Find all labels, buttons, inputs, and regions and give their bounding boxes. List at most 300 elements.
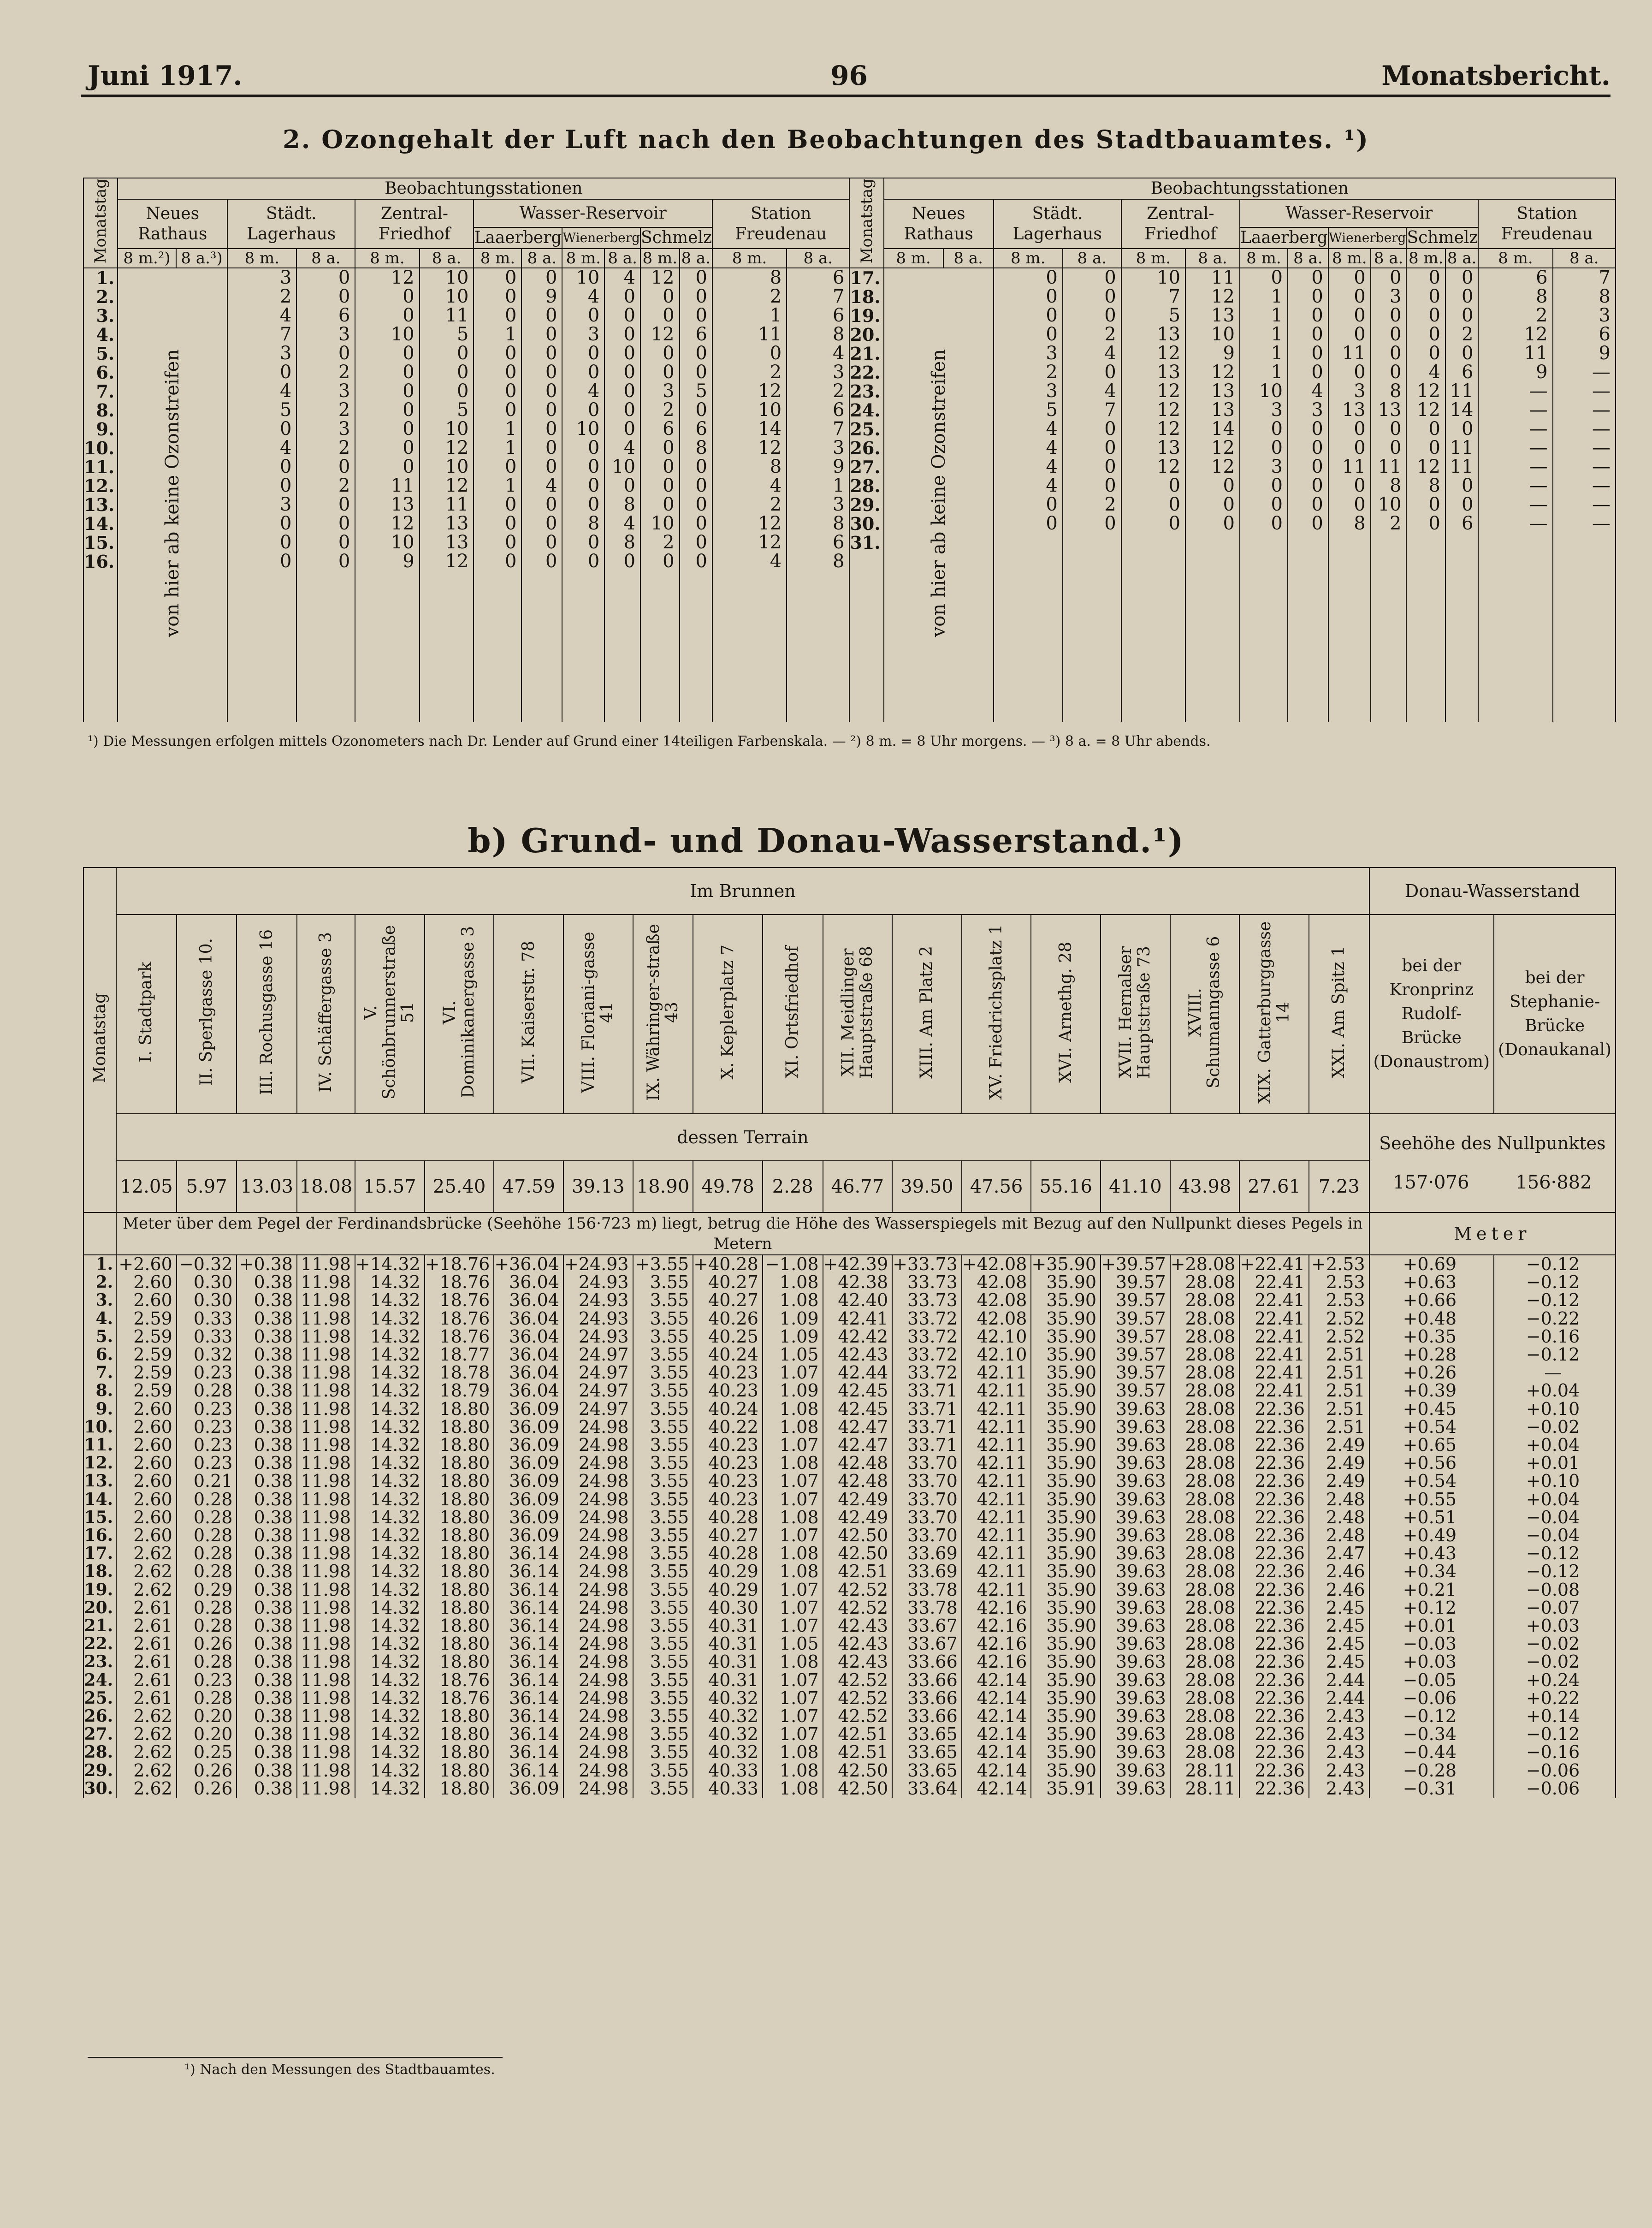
- well-level: 28.08: [1185, 1471, 1236, 1491]
- well-level: 42.11: [977, 1561, 1027, 1582]
- well-level: 36.09: [509, 1453, 559, 1473]
- ozone-day: 31.: [850, 532, 881, 553]
- well-level: 2.43: [1326, 1724, 1365, 1745]
- well-level: 40.22: [708, 1416, 758, 1437]
- ozone-value: 0: [1354, 362, 1366, 383]
- well-level: 22.36: [1255, 1670, 1305, 1690]
- well-header: [1170, 915, 1240, 1114]
- ozone-value: 12: [1211, 437, 1235, 459]
- well-level: 18.80: [439, 1489, 490, 1509]
- well-level: 42.41: [838, 1308, 888, 1329]
- well-level: 0.20: [193, 1724, 233, 1745]
- danube-level: +0.22: [1526, 1687, 1580, 1708]
- ozone-value: 10: [445, 418, 469, 440]
- ozone-value: 0: [1311, 362, 1323, 383]
- well-level: 28.11: [1185, 1760, 1236, 1781]
- danube-level: +0.65: [1403, 1435, 1457, 1456]
- ozone-value: 0: [505, 532, 517, 553]
- well-level: 22.36: [1255, 1489, 1305, 1509]
- well-level: 42.51: [838, 1742, 888, 1763]
- well-level: 0.23: [193, 1416, 233, 1437]
- danube-level: +0.03: [1403, 1652, 1457, 1672]
- ozone-day: 13.: [84, 494, 115, 516]
- well-terrain-elevation: 27.61: [1239, 1161, 1309, 1212]
- well-level: 3.55: [650, 1634, 689, 1654]
- well-level: 0.38: [254, 1326, 293, 1347]
- well-level: 35.90: [1046, 1543, 1097, 1564]
- well-level: 0.38: [254, 1272, 293, 1293]
- ozone-value: —: [1529, 380, 1548, 402]
- well-level: 2.59: [133, 1344, 172, 1365]
- well-level-column: [823, 1255, 893, 1798]
- well-level: 24.97: [578, 1362, 629, 1383]
- well-level: 3.55: [650, 1308, 689, 1329]
- well-level: 39.63: [1115, 1634, 1166, 1654]
- ozone-value: 8: [1354, 513, 1366, 535]
- well-level: 0.33: [193, 1308, 233, 1329]
- ozone-value: 0: [505, 305, 517, 327]
- well-level: 1.07: [779, 1706, 819, 1727]
- ozone-value: 4: [770, 475, 782, 497]
- well-name: XV. Friedrichsplatz 1: [987, 924, 1006, 1100]
- well-level: +42.08: [962, 1254, 1027, 1274]
- well-level: 2.61: [133, 1616, 172, 1636]
- sub-morning: 8 m.: [562, 249, 604, 268]
- well-level: 18.78: [439, 1362, 490, 1383]
- ozone-value: 12: [391, 513, 414, 535]
- ozone-value: 0: [279, 475, 292, 497]
- well-level: 24.98: [578, 1525, 629, 1546]
- well-level: 28.08: [1185, 1616, 1236, 1636]
- danube-level: −0.05: [1403, 1670, 1457, 1690]
- sub-evening: 8 a.³): [176, 249, 227, 268]
- well-level: 36.14: [509, 1742, 559, 1763]
- well-level: 42.49: [838, 1507, 888, 1527]
- well-level: 24.98: [578, 1435, 629, 1456]
- well-name: I. Stadtpark: [136, 962, 156, 1063]
- well-level: 24.98: [578, 1742, 629, 1763]
- ozone-day: 23.: [850, 381, 881, 402]
- ozone-value: [1240, 533, 1283, 552]
- danube-level: −0.12: [1526, 1543, 1580, 1564]
- well-level: 14.32: [370, 1525, 420, 1546]
- well-level: 36.09: [509, 1489, 559, 1509]
- well-level: 42.11: [977, 1543, 1027, 1564]
- ozone-value: 4: [623, 513, 636, 535]
- ozone-value: 6: [1461, 362, 1474, 383]
- well-level: 35.90: [1046, 1742, 1097, 1763]
- ozone-value: 0: [695, 513, 707, 535]
- ozone-value: 0: [1428, 418, 1440, 440]
- well-level: 18.80: [439, 1778, 490, 1799]
- well-level: 42.16: [977, 1634, 1027, 1654]
- well-level: 39.57: [1115, 1344, 1166, 1365]
- well-level: 28.08: [1185, 1453, 1236, 1473]
- well-level: 35.90: [1046, 1687, 1097, 1708]
- well-level: 40.32: [708, 1724, 758, 1745]
- well-level: 40.27: [708, 1290, 758, 1311]
- well-level: 11.98: [301, 1272, 351, 1293]
- ozone-value: 0: [1390, 305, 1402, 327]
- ozone-value: 12: [1417, 380, 1440, 402]
- ozone-value: 0: [663, 305, 675, 327]
- ozone-group-header-left: Beobachtungsstationen: [118, 178, 849, 199]
- well-level: 22.36: [1255, 1398, 1305, 1419]
- ozone-value: 0: [587, 456, 600, 478]
- well-level: 40.29: [708, 1561, 758, 1582]
- well-name: III. Rochusgasse 16: [257, 929, 276, 1095]
- ozone-value: 0: [403, 437, 414, 459]
- ozone-value: 0: [403, 418, 414, 440]
- well-level: 42.43: [838, 1616, 888, 1636]
- well-name: XIII. Am Platz 2: [917, 945, 936, 1079]
- well-level: 0.28: [193, 1543, 233, 1564]
- sub-morning: 8 m.: [1478, 249, 1552, 268]
- ozone-value: 8: [1390, 380, 1402, 402]
- well-level: +0.38: [239, 1254, 293, 1274]
- well-level: 24.97: [578, 1398, 629, 1419]
- well-level: 0.38: [254, 1362, 293, 1383]
- ozone-value: 0: [505, 456, 517, 478]
- ozone-value-column: [1240, 268, 1288, 722]
- well-header: [763, 915, 823, 1114]
- ozone-value: 11: [445, 305, 469, 327]
- well-level: +22.41: [1240, 1254, 1305, 1274]
- ozone-value: 0: [505, 362, 517, 383]
- well-level: 35.90: [1046, 1579, 1097, 1600]
- danube-level: −0.12: [1403, 1706, 1457, 1727]
- danube-level: +0.43: [1403, 1543, 1457, 1564]
- ozone-value: 0: [770, 343, 782, 364]
- ozone-value: 0: [663, 494, 675, 516]
- ozone-value: 0: [587, 343, 600, 364]
- well-level: 33.78: [907, 1579, 958, 1600]
- well-level: 40.30: [708, 1597, 758, 1618]
- ozone-value: 11: [1450, 437, 1474, 459]
- well-level: 40.23: [708, 1362, 758, 1383]
- ozone-value: 0: [1390, 362, 1402, 383]
- sub-morning: 8 m.: [227, 249, 296, 268]
- ozone-day: 9.: [96, 419, 115, 440]
- gw-terrain-label: dessen Terrain: [116, 1114, 1369, 1161]
- danube-level: +0.49: [1403, 1525, 1457, 1546]
- ozone-value: 0: [1104, 475, 1116, 497]
- ozone-day: 15.: [84, 532, 115, 553]
- header-publication: Monatsbericht.: [1381, 60, 1611, 91]
- well-terrain-elevation: 55.16: [1031, 1161, 1101, 1212]
- ozone-value: 0: [1271, 494, 1283, 516]
- well-level: 42.51: [838, 1724, 888, 1745]
- ozone-value: 8: [1428, 475, 1440, 497]
- well-level: 18.80: [439, 1416, 490, 1437]
- ozone-day: 11.: [84, 457, 115, 478]
- well-level: 42.14: [977, 1742, 1027, 1763]
- well-level: 35.90: [1046, 1561, 1097, 1582]
- ozone-value: 12: [758, 380, 782, 402]
- well-terrain-elevation: 41.10: [1101, 1161, 1170, 1212]
- well-level: 22.36: [1255, 1760, 1305, 1781]
- well-level: 42.14: [977, 1760, 1027, 1781]
- gw-day: 9.: [95, 1399, 113, 1419]
- well-level: 14.32: [370, 1435, 420, 1456]
- well-level-column: [962, 1255, 1031, 1798]
- well-level-column: [763, 1255, 823, 1798]
- well-level: 40.28: [708, 1507, 758, 1527]
- well-level: 28.08: [1185, 1543, 1236, 1564]
- well-level: 2.61: [133, 1687, 172, 1708]
- ozone-day: 26.: [850, 438, 881, 459]
- ozone-value: 0: [1428, 343, 1440, 364]
- well-level: 33.73: [907, 1290, 958, 1311]
- ozone-value: 5: [279, 399, 292, 421]
- ozone-value: 5: [1046, 399, 1058, 421]
- ozone-value: 10: [1157, 267, 1181, 289]
- well-level: 0.23: [193, 1453, 233, 1473]
- well-level: 0.28: [193, 1525, 233, 1546]
- sub-morning: 8 m.: [1121, 249, 1185, 268]
- well-level: 11.98: [301, 1579, 351, 1600]
- sub-evening: 8 a.: [1371, 249, 1407, 268]
- station-neues-rathaus: Neues Rathaus: [884, 199, 994, 249]
- ozone-value: 0: [545, 437, 557, 459]
- well-level: 40.33: [708, 1778, 758, 1799]
- sub-evening: 8 a.: [787, 249, 849, 268]
- well-level: 1.07: [779, 1471, 819, 1491]
- well-header: [1101, 915, 1170, 1114]
- ozone-value: 0: [1104, 456, 1116, 478]
- well-name: XVI. Arnethg. 28: [1056, 941, 1075, 1083]
- well-level: 22.41: [1255, 1344, 1305, 1365]
- sub-morning: 8 m.: [1406, 249, 1445, 268]
- ozone-value: 0: [587, 362, 600, 383]
- ozone-value: 0: [623, 380, 636, 402]
- well-level: 24.93: [578, 1326, 629, 1347]
- station-schmelz: Schmelz: [1406, 227, 1478, 249]
- well-level: 18.76: [439, 1326, 490, 1347]
- ozone-value: 0: [663, 343, 675, 364]
- ozone-value: 0: [1168, 475, 1181, 497]
- ozone-value: 0: [338, 551, 350, 572]
- ozone-value: 0: [663, 456, 675, 478]
- well-level: 2.60: [133, 1507, 172, 1527]
- well-level: 1.05: [779, 1344, 819, 1365]
- well-level: 18.80: [439, 1760, 490, 1781]
- ozone-value: —: [1529, 437, 1548, 459]
- well-level: 14.32: [370, 1290, 420, 1311]
- ozone-value: 6: [1461, 513, 1474, 535]
- ozone-value: 0: [1428, 286, 1440, 308]
- sub-evening: 8 a.: [296, 249, 355, 268]
- well-level: 28.08: [1185, 1344, 1236, 1365]
- ozone-value: 2: [770, 362, 782, 383]
- danube-level: +0.26: [1403, 1362, 1457, 1383]
- ozone-value: 3: [832, 494, 845, 516]
- well-level: 40.23: [708, 1471, 758, 1491]
- well-level: 42.48: [838, 1453, 888, 1473]
- well-level: 2.59: [133, 1308, 172, 1329]
- ozone-value: 0: [695, 475, 707, 497]
- ozone-value-column: [994, 268, 1063, 722]
- well-level: 36.04: [509, 1326, 559, 1347]
- ozone-value: 0: [403, 456, 414, 478]
- gw-day: 20.: [84, 1598, 113, 1617]
- well-level: 0.20: [193, 1706, 233, 1727]
- well-level: 3.55: [650, 1525, 689, 1546]
- station-lagerhaus: Städt. Lagerhaus: [994, 199, 1121, 249]
- well-level: 14.32: [370, 1561, 420, 1582]
- well-level: 35.90: [1046, 1670, 1097, 1690]
- ozone-value-column: [562, 268, 604, 722]
- danube-level: +0.54: [1403, 1416, 1457, 1437]
- ozone-value: [1288, 533, 1323, 552]
- well-level: 2.61: [133, 1670, 172, 1690]
- well-level: 36.14: [509, 1670, 559, 1690]
- well-level: 2.62: [133, 1561, 172, 1582]
- sub-morning: 8 m.: [712, 249, 787, 268]
- ozone-value: 7: [1104, 399, 1116, 421]
- gw-meter-label: Meter: [1369, 1212, 1616, 1255]
- ozone-value: 2: [338, 437, 350, 459]
- ozone-value: 3: [1354, 380, 1366, 402]
- well-level: 22.36: [1255, 1634, 1305, 1654]
- ozone-value: 0: [1428, 267, 1440, 289]
- ozone-day: 4.: [96, 324, 115, 345]
- sub-evening: 8 a.: [604, 249, 640, 268]
- gw-day: 10.: [84, 1417, 113, 1437]
- well-level: 33.65: [907, 1760, 958, 1781]
- well-level: 2.59: [133, 1326, 172, 1347]
- well-level: 18.80: [439, 1634, 490, 1654]
- ozone-value: 12: [1157, 380, 1181, 402]
- well-name: II. Sperlgasse 10.: [197, 938, 216, 1086]
- ozone-value: 0: [623, 475, 636, 497]
- well-level: 42.08: [977, 1290, 1027, 1311]
- well-level: 42.10: [977, 1326, 1027, 1347]
- well-level: 22.41: [1255, 1362, 1305, 1383]
- ozone-value: 11: [1524, 343, 1548, 364]
- well-level: 24.98: [578, 1634, 629, 1654]
- well-level: 40.27: [708, 1525, 758, 1546]
- well-level: 14.32: [370, 1416, 420, 1437]
- well-level: 22.36: [1255, 1543, 1305, 1564]
- well-level: 18.76: [439, 1290, 490, 1311]
- well-level-column: [892, 1255, 962, 1798]
- well-level: 14.32: [370, 1760, 420, 1781]
- gw-meter-note: Meter über dem Pegel der Ferdinandsbrücke (Seehöhe 156·723 m) liegt, betrug die Höhe des Wasserspiegels mit Bezug auf den Nullpunkt dieses Pegels in Metern: [116, 1212, 1369, 1255]
- station-schmelz: Schmelz: [640, 227, 712, 249]
- well-level: 1.08: [779, 1416, 819, 1437]
- well-level: 40.31: [708, 1616, 758, 1636]
- well-name: XII. Meidlinger Hauptstraße 68: [838, 945, 876, 1079]
- ozone-value: 4: [1046, 475, 1058, 497]
- danube-level: +0.14: [1526, 1706, 1580, 1727]
- well-level: 42.11: [977, 1435, 1027, 1456]
- well-level: 11.98: [301, 1362, 351, 1383]
- ozone-value: 0: [545, 343, 557, 364]
- ozone-value: 2: [1461, 324, 1474, 345]
- ozone-value: 6: [832, 399, 845, 421]
- well-level: 2.43: [1326, 1706, 1365, 1727]
- danube-level: −0.31: [1403, 1778, 1457, 1799]
- ozone-value: [1063, 533, 1116, 552]
- well-level: 0.23: [193, 1362, 233, 1383]
- ozone-value: 10: [612, 456, 636, 478]
- ozone-value: 4: [1046, 418, 1058, 440]
- gw-day: 8.: [95, 1381, 113, 1401]
- ozone-value: 3: [663, 380, 675, 402]
- ozone-day: 28.: [850, 475, 881, 497]
- well-level: 2.60: [133, 1290, 172, 1311]
- well-level: 36.09: [509, 1778, 559, 1799]
- well-level: 36.09: [509, 1525, 559, 1546]
- well-level: 0.38: [254, 1416, 293, 1437]
- well-level: 39.63: [1115, 1435, 1166, 1456]
- well-level: 3.55: [650, 1742, 689, 1763]
- well-level: 3.55: [650, 1543, 689, 1564]
- well-terrain-elevation: 15.57: [355, 1161, 425, 1212]
- ozone-value: 13: [1157, 362, 1181, 383]
- sub-morning: 8 m.: [994, 249, 1063, 268]
- ozone-value: 10: [758, 399, 782, 421]
- well-name: XI. Ortsfriedhof: [783, 946, 802, 1078]
- ozone-value: 1: [1271, 324, 1283, 345]
- well-level: 42.10: [977, 1344, 1027, 1365]
- well-level: 36.09: [509, 1398, 559, 1419]
- gw-day: 22.: [84, 1634, 113, 1654]
- ozone-value: 0: [1046, 513, 1058, 535]
- well-level: 24.98: [578, 1597, 629, 1618]
- well-level: 39.57: [1115, 1380, 1166, 1401]
- well-level: 0.38: [254, 1380, 293, 1401]
- well-level: 14.32: [370, 1634, 420, 1654]
- well-level: 33.72: [907, 1326, 958, 1347]
- ozone-value: 7: [832, 418, 845, 440]
- well-header: [494, 915, 563, 1114]
- well-level: 2.43: [1326, 1760, 1365, 1781]
- well-level: 35.90: [1046, 1634, 1097, 1654]
- well-level: 0.38: [254, 1489, 293, 1509]
- well-level: 39.57: [1115, 1326, 1166, 1347]
- ozone-value: 2: [1536, 305, 1548, 327]
- well-level: 22.36: [1255, 1525, 1305, 1546]
- well-level: 2.51: [1326, 1380, 1365, 1401]
- ozone-value: 4: [279, 380, 292, 402]
- well-level: 35.90: [1046, 1326, 1097, 1347]
- gw-wells-header: Im Brunnen: [116, 867, 1369, 915]
- ozone-day-header-right: Monatstag: [849, 178, 883, 268]
- ozone-value: 7: [279, 324, 292, 345]
- well-level: 39.63: [1115, 1398, 1166, 1419]
- ozone-value: 0: [1461, 267, 1474, 289]
- danube-level: −0.34: [1403, 1724, 1457, 1745]
- ozone-value: 0: [1311, 418, 1323, 440]
- ozone-value: 6: [695, 324, 707, 345]
- danube-elevations: [1370, 1172, 1615, 1193]
- well-level: 33.72: [907, 1344, 958, 1365]
- well-level: 11.98: [301, 1344, 351, 1365]
- gw-danube-header: Donau-Wasserstand: [1369, 867, 1616, 915]
- reservoir-header: Wasser-Reservoir: [1240, 199, 1479, 227]
- ozone-day: 17.: [850, 267, 881, 289]
- well-level: 42.45: [838, 1398, 888, 1419]
- well-level: 28.08: [1185, 1398, 1236, 1419]
- ozone-value: 12: [1211, 286, 1235, 308]
- well-level: 35.90: [1046, 1471, 1097, 1491]
- ozone-data-row: [83, 268, 1616, 722]
- well-level: 24.98: [578, 1616, 629, 1636]
- sub-morning: 8 m.: [640, 249, 679, 268]
- ozone-day: 8.: [96, 400, 115, 421]
